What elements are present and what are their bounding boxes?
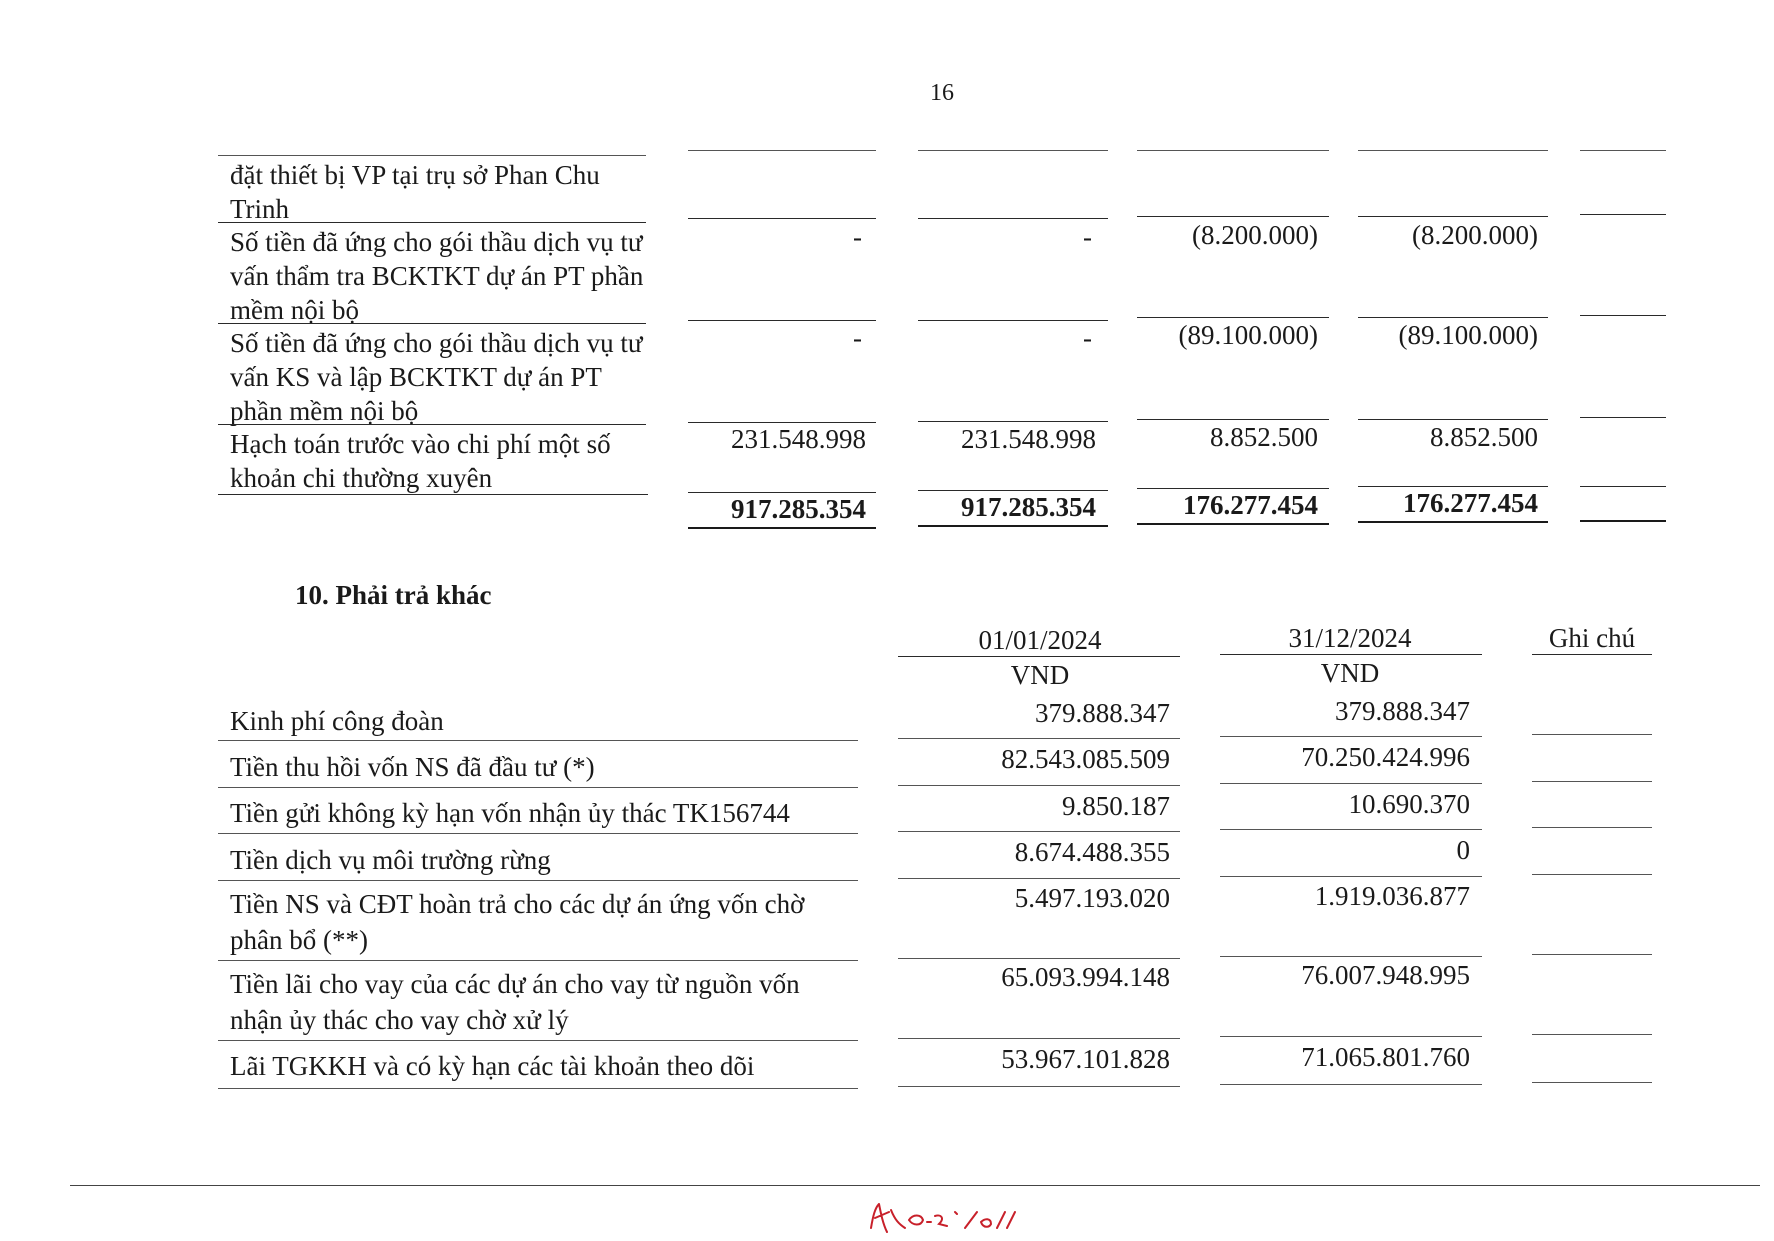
table-rule [1220, 654, 1482, 655]
table-cell: 0 [1456, 835, 1470, 865]
table-cell: 1.919.036.877 [1314, 881, 1470, 911]
table-rule [1137, 317, 1329, 318]
table-row-label: Lãi TGKKH và có kỳ hạn các tài khoản theo dõi [230, 1051, 755, 1081]
table-rule [1137, 419, 1329, 420]
table-rule [918, 218, 1108, 219]
table-rule [1220, 783, 1482, 784]
table-rule [898, 1086, 1180, 1087]
table-cell: 379.888.347 [1335, 696, 1470, 726]
table-row-label: Tiền thu hồi vốn NS đã đầu tư (*) [230, 752, 595, 782]
footer-rule [70, 1185, 1760, 1186]
table-row-label: Tiền gửi không kỳ hạn vốn nhận ủy thác TK156744 [230, 798, 790, 828]
table-rule [218, 494, 648, 495]
table-rule [918, 421, 1108, 422]
table-rule [918, 150, 1108, 151]
table-rule [688, 422, 876, 423]
table-cell: - [853, 222, 862, 252]
initials-signature-icon [865, 1198, 1065, 1238]
table-cell: 231.548.998 [961, 424, 1096, 454]
table-cell: 76.007.948.995 [1301, 960, 1470, 990]
table-rule [218, 323, 646, 324]
table-row-label: Hạch toán trước vào chi phí một số khoản chi thường xuyên [230, 429, 611, 493]
table-cell: 82.543.085.509 [1001, 744, 1170, 774]
table-rule [1532, 954, 1652, 955]
table-rule [1220, 956, 1482, 957]
table-rule [918, 320, 1108, 321]
table-rule [898, 785, 1180, 786]
table-cell: 10.690.370 [1348, 789, 1470, 819]
table-row-label: Tiền lãi cho vay của các dự án cho vay từ nguồn vốn nhận ủy thác cho vay chờ xử lý [230, 969, 800, 1035]
table-cell: (8.200.000) [1192, 220, 1318, 250]
table-row-label: Tiền dịch vụ môi trường rừng [230, 845, 551, 875]
table-rule [898, 878, 1180, 879]
table-rule [1358, 150, 1548, 151]
table-cell: 65.093.994.148 [1001, 962, 1170, 992]
table-rule [1580, 214, 1666, 215]
table-rule [1137, 150, 1329, 151]
table-cell: 231.548.998 [731, 424, 866, 454]
table-cell: 9.850.187 [1062, 791, 1170, 821]
table-rule [898, 1038, 1180, 1039]
table-row-label: Tiền NS và CĐT hoàn trả cho các dự án ứng vốn chờ phân bổ (**) [230, 889, 805, 955]
table-cell: 71.065.801.760 [1301, 1042, 1470, 1072]
column-header-date: 31/12/2024 [1288, 623, 1412, 653]
table-cell: - [853, 323, 862, 353]
table-cell: 8.674.488.355 [1014, 837, 1170, 867]
table-rule [1137, 523, 1329, 525]
table-rule [898, 738, 1180, 739]
table-rule [218, 787, 858, 788]
table-rule [1220, 1036, 1482, 1037]
table-rule [1532, 654, 1652, 655]
table-cell: (8.200.000) [1412, 220, 1538, 250]
column-header-unit: VND [1320, 658, 1380, 688]
table-rule [1532, 1034, 1652, 1035]
table-rule [688, 320, 876, 321]
table-rule [1358, 419, 1548, 420]
total-cell: 176.277.454 [1403, 488, 1538, 518]
table-rule [918, 525, 1108, 527]
table-rule [1580, 486, 1666, 487]
table-rule [218, 833, 858, 834]
table-rule [898, 958, 1180, 959]
table-rule [1532, 874, 1652, 875]
table-rule [1580, 150, 1666, 151]
total-cell: 917.285.354 [731, 494, 866, 524]
table-row-label: Số tiền đã ứng cho gói thầu dịch vụ tư vấn KS và lập BCKTKT dự án PT phần mềm nội bộ [230, 328, 643, 426]
section-title: 10. Phải trả khác [295, 580, 492, 610]
table-rule [688, 492, 876, 493]
total-cell: 917.285.354 [961, 492, 1096, 522]
table-rule [688, 218, 876, 219]
table-cell: (89.100.000) [1178, 320, 1318, 350]
total-cell: 176.277.454 [1183, 490, 1318, 520]
table-rule [688, 527, 876, 529]
table-rule [218, 880, 858, 881]
table-row-label: Kinh phí công đoàn [230, 706, 444, 736]
table-rule [1358, 521, 1548, 523]
table-rule [1580, 520, 1666, 522]
table-row-label: Số tiền đã ứng cho gói thầu dịch vụ tư vấn thẩm tra BCKTKT dự án PT phần mềm nội bộ [230, 227, 644, 325]
table-rule [218, 740, 858, 741]
table-cell: (89.100.000) [1398, 320, 1538, 350]
table-rule [688, 150, 876, 151]
page-number: 16 [930, 80, 954, 106]
table-rule [1358, 317, 1548, 318]
table-cell: 8.852.500 [1430, 422, 1538, 452]
table-cell: 5.497.193.020 [1014, 883, 1170, 913]
table-cell: - [1083, 222, 1092, 252]
table-rule [218, 1088, 858, 1089]
table-rule [1220, 1084, 1482, 1085]
table-rule [1220, 736, 1482, 737]
table-cell: 379.888.347 [1035, 698, 1170, 728]
table-row-label: đặt thiết bị VP tại trụ sở Phan Chu Trinh [230, 160, 600, 224]
table-rule [1220, 876, 1482, 877]
table-rule [1532, 781, 1652, 782]
table-cell: 8.852.500 [1210, 422, 1318, 452]
table-rule [218, 1040, 858, 1041]
table-rule [218, 960, 858, 961]
table-rule [1137, 488, 1329, 489]
table-rule [1580, 315, 1666, 316]
table-rule [918, 490, 1108, 491]
column-header-date: 01/01/2024 [978, 625, 1102, 655]
table-rule [1358, 486, 1548, 487]
table-rule [1532, 734, 1652, 735]
table-rule [1358, 216, 1548, 217]
table-cell: 70.250.424.996 [1301, 742, 1470, 772]
table-rule [1532, 1082, 1652, 1083]
table-rule [1220, 829, 1482, 830]
table-rule [218, 222, 646, 223]
table-cell: 53.967.101.828 [1001, 1044, 1170, 1074]
table-rule [1532, 827, 1652, 828]
column-header-note: Ghi chú [1548, 623, 1636, 653]
table-rule [898, 831, 1180, 832]
table-rule [218, 424, 646, 425]
table-cell: - [1083, 323, 1092, 353]
column-header-unit: VND [1010, 660, 1070, 690]
table-rule [218, 155, 646, 156]
table-rule [1137, 216, 1329, 217]
table-rule [898, 656, 1180, 657]
table-rule [1580, 417, 1666, 418]
